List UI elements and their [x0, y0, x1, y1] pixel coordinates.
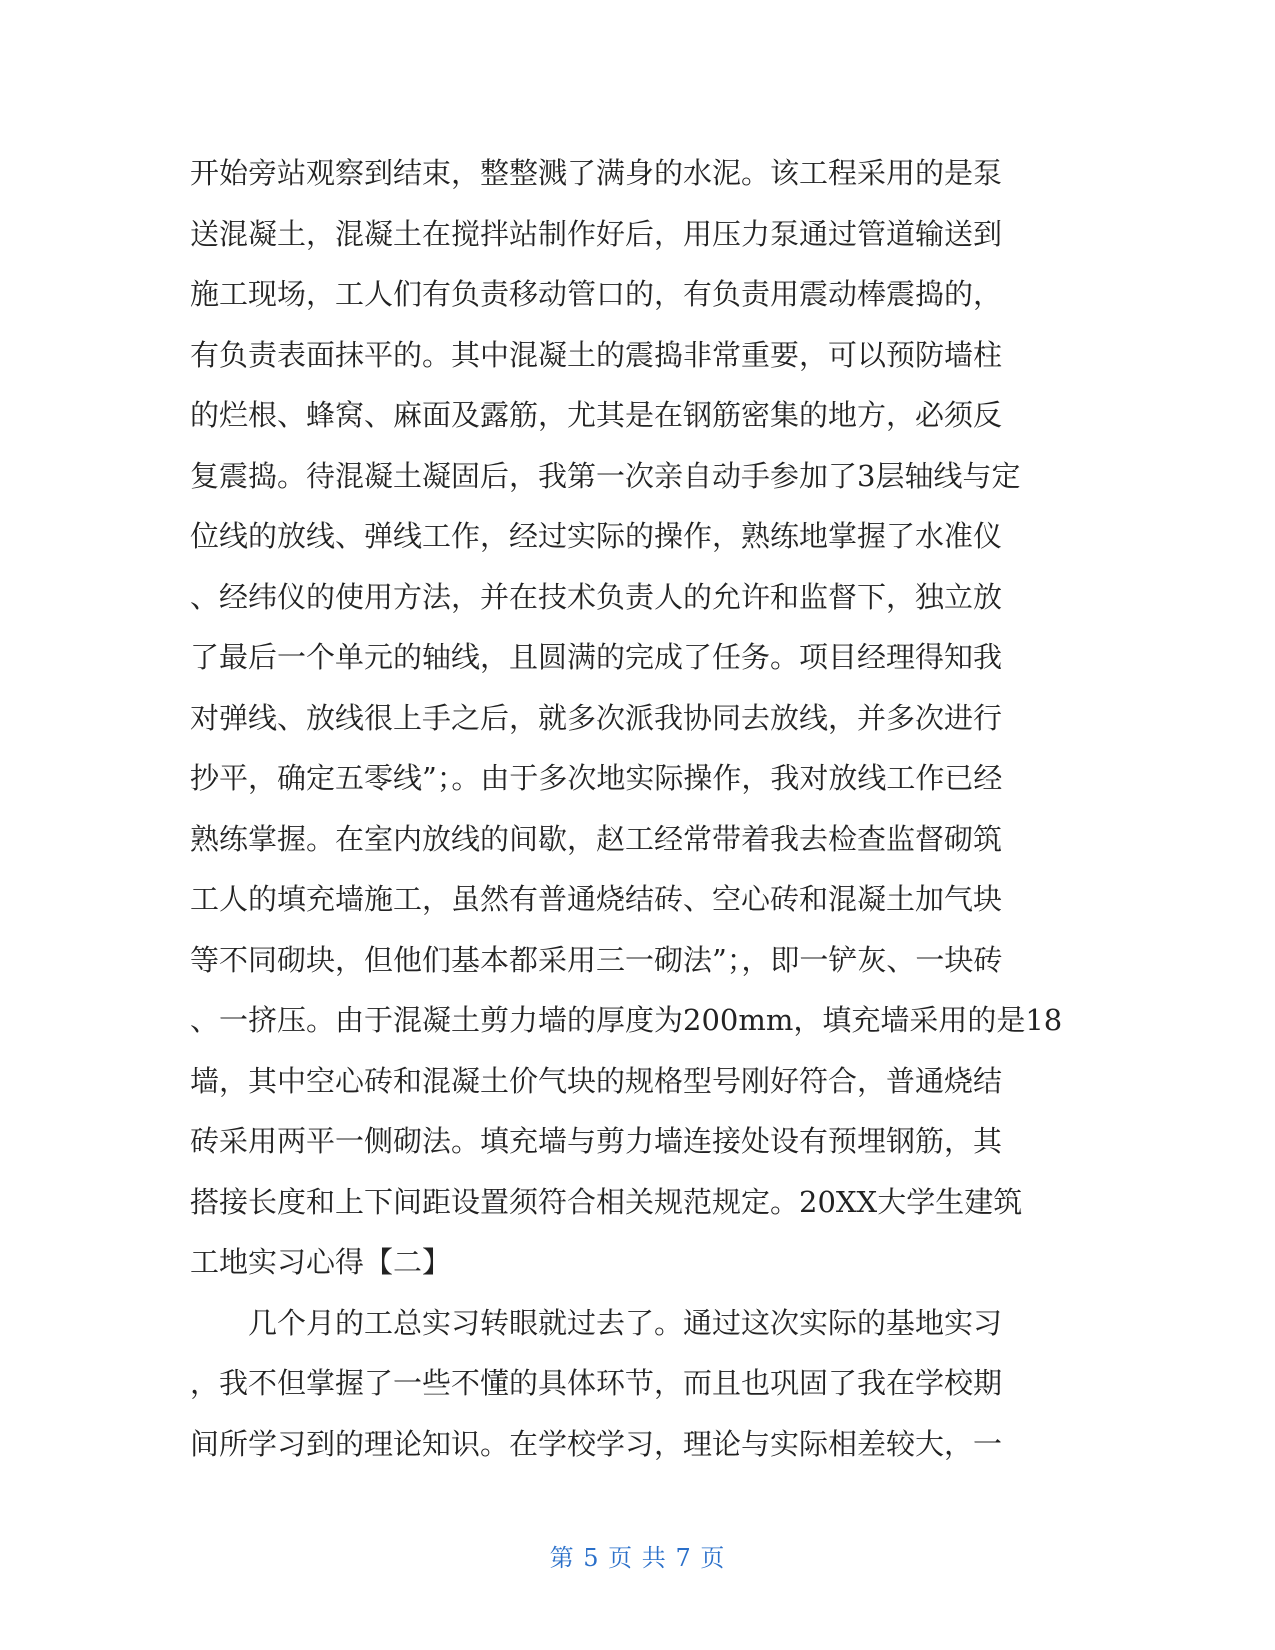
- text-line: ，我不但掌握了一些不懂的具体环节，而且也巩固了我在学校期: [190, 1366, 1003, 1400]
- page-number-footer: 第 5 页 共 7 页: [549, 1544, 726, 1572]
- text-line: 对弹线、放线很上手之后，就多次派我协同去放线，并多次进行: [190, 700, 1003, 735]
- text-line: 、一挤压。由于混凝土剪力墙的厚度为200mm，填充墙采用的是18: [190, 1003, 1063, 1037]
- text-line: 间所学习到的理论知识。在学校学习，理论与实际相差较大，一: [190, 1426, 1003, 1461]
- section-heading: 工地实习心得【二】: [190, 1245, 452, 1279]
- text-line: 有负责表面抹平的。其中混凝土的震捣非常重要，可以预防墙柱: [190, 337, 1003, 372]
- body-text: [190, 143, 1070, 1474]
- text-line: 开始旁站观察到结束，整整溅了满身的水泥。该工程采用的是泵: [190, 156, 1003, 190]
- text-line: 、经纬仪的使用方法，并在技术负责人的允许和监督下，独立放: [190, 579, 1003, 614]
- text-line: 熟练掌握。在室内放线的间歇，赵工经常带着我去检查监督砌筑: [190, 821, 1003, 856]
- text-line: 送混凝土，混凝土在搅拌站制作好后，用压力泵通过管道输送到: [190, 216, 1003, 251]
- text-line: 的烂根、蜂窝、麻面及露筋，尤其是在钢筋密集的地方，必须反: [190, 398, 1003, 432]
- text-line: 抄平，确定五零线”；。由于多次地实际操作，我对放线工作已经: [190, 761, 1003, 795]
- text-line: 位线的放线、弹线工作，经过实际的操作，熟练地掌握了水准仪: [190, 519, 1003, 553]
- text-line: 搭接长度和上下间距设置须符合相关规范规定。20XX大学生建筑: [190, 1184, 1023, 1219]
- text-line: 等不同砌块，但他们基本都采用三一砌法”；，即一铲灰、一块砖: [190, 942, 1003, 977]
- text-line: 施工现场，工人们有负责移动管口的，有负责用震动棒震捣的，: [190, 277, 1003, 311]
- text-line: 复震捣。待混凝土凝固后，我第一次亲自动手参加了3层轴线与定: [190, 458, 1021, 493]
- text-line: 了最后一个单元的轴线，且圆满的完成了任务。项目经理得知我: [190, 640, 1003, 674]
- paragraph-first-line: 几个月的工总实习转眼就过去了。通过这次实际的基地实习: [248, 1305, 1003, 1340]
- text-line: 砖采用两平一侧砌法。填充墙与剪力墙连接处设有预埋钢筋，其: [190, 1124, 1003, 1158]
- text-line: 工人的填充墙施工，虽然有普通烧结砖、空心砖和混凝土加气块: [190, 882, 1003, 916]
- text-line: 墙，其中空心砖和混凝土价气块的规格型号刚好符合，普通烧结: [190, 1063, 1003, 1098]
